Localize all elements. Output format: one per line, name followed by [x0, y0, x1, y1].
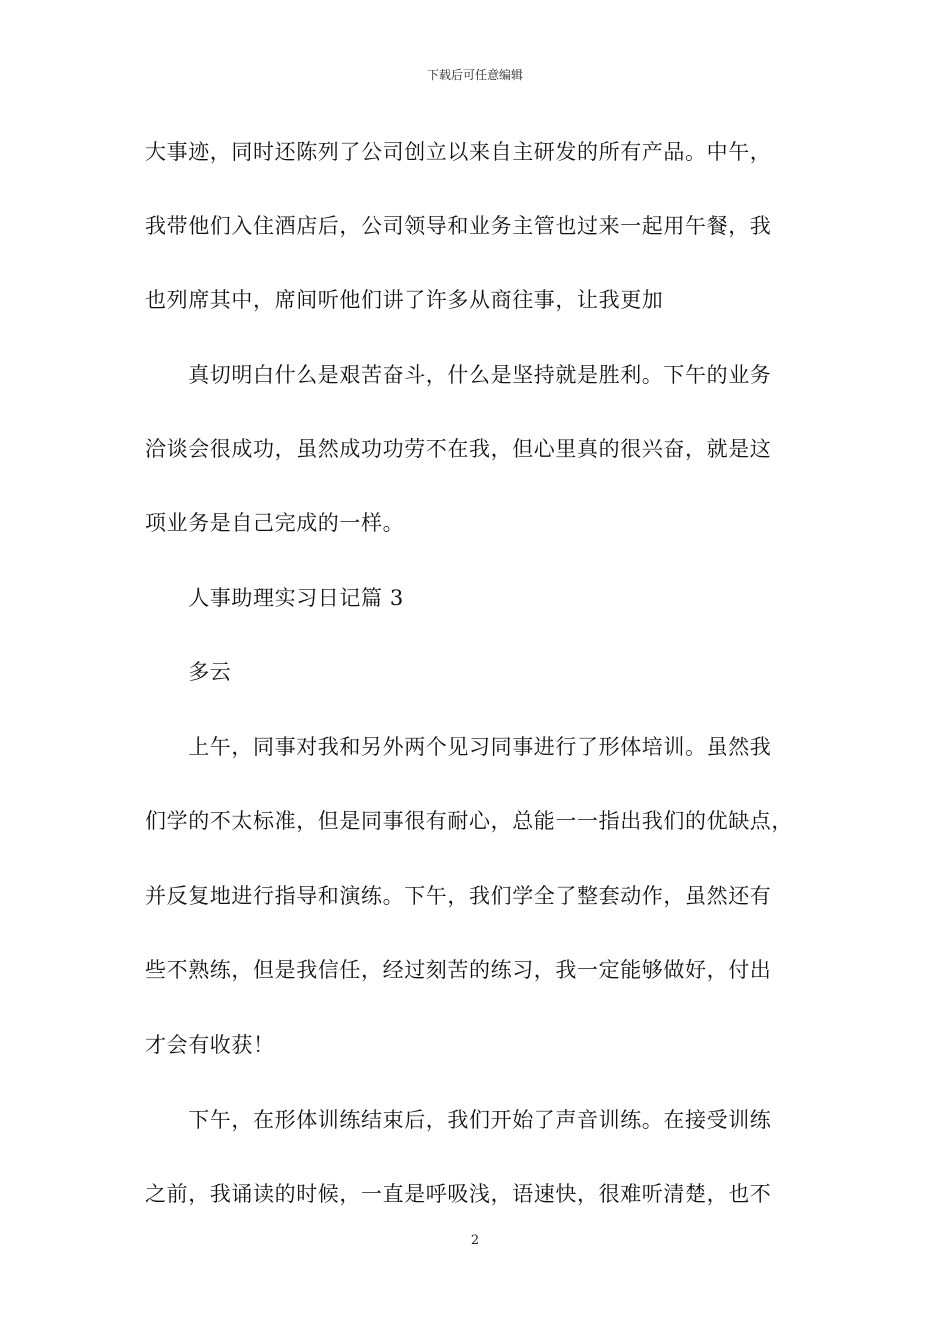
body-line: 大事迹，同时还陈列了公司创立以来自主研发的所有产品。中午， — [145, 140, 772, 164]
body-line: 我带他们入住酒店后，公司领导和业务主管也过来一起用午餐，我 — [145, 214, 772, 238]
body-line: 下午，在形体训练结束后，我们开始了声音训练。在接受训练 — [145, 1108, 772, 1132]
page-number: 2 — [470, 1233, 480, 1248]
body-line: 项业务是自己完成的一样。 — [145, 511, 405, 535]
body-line: 上午，同事对我和另外两个见习同事进行了形体培训。虽然我 — [145, 735, 772, 759]
body-line: 些不熟练，但是我信任，经过刻苦的练习，我一定能够做好，付出 — [145, 958, 772, 982]
body-line: 们学的不太标准，但是同事很有耐心，总能一一指出我们的优缺点， — [145, 809, 793, 833]
body-line: 并反复地进行指导和演练。下午，我们学全了整套动作，虽然还有 — [145, 884, 772, 908]
body-line: 洽谈会很成功，虽然成功功劳不在我，但心里真的很兴奋，就是这 — [145, 437, 772, 461]
section-heading: 人事助理实习日记篇 3 — [145, 586, 404, 610]
body-line: 才会有收获！ — [145, 1033, 275, 1057]
page-header: 下载后可任意编辑 — [426, 68, 523, 82]
body-line: 之前，我诵读的时候，一直是呼吸浅，语速快，很难听清楚，也不 — [145, 1182, 772, 1206]
weather-line: 多云 — [145, 660, 232, 684]
body-line: 真切明白什么是艰苦奋斗，什么是坚持就是胜利。下午的业务 — [145, 363, 772, 387]
body-line: 也列席其中，席间听他们讲了许多从商往事，让我更加 — [145, 288, 664, 312]
